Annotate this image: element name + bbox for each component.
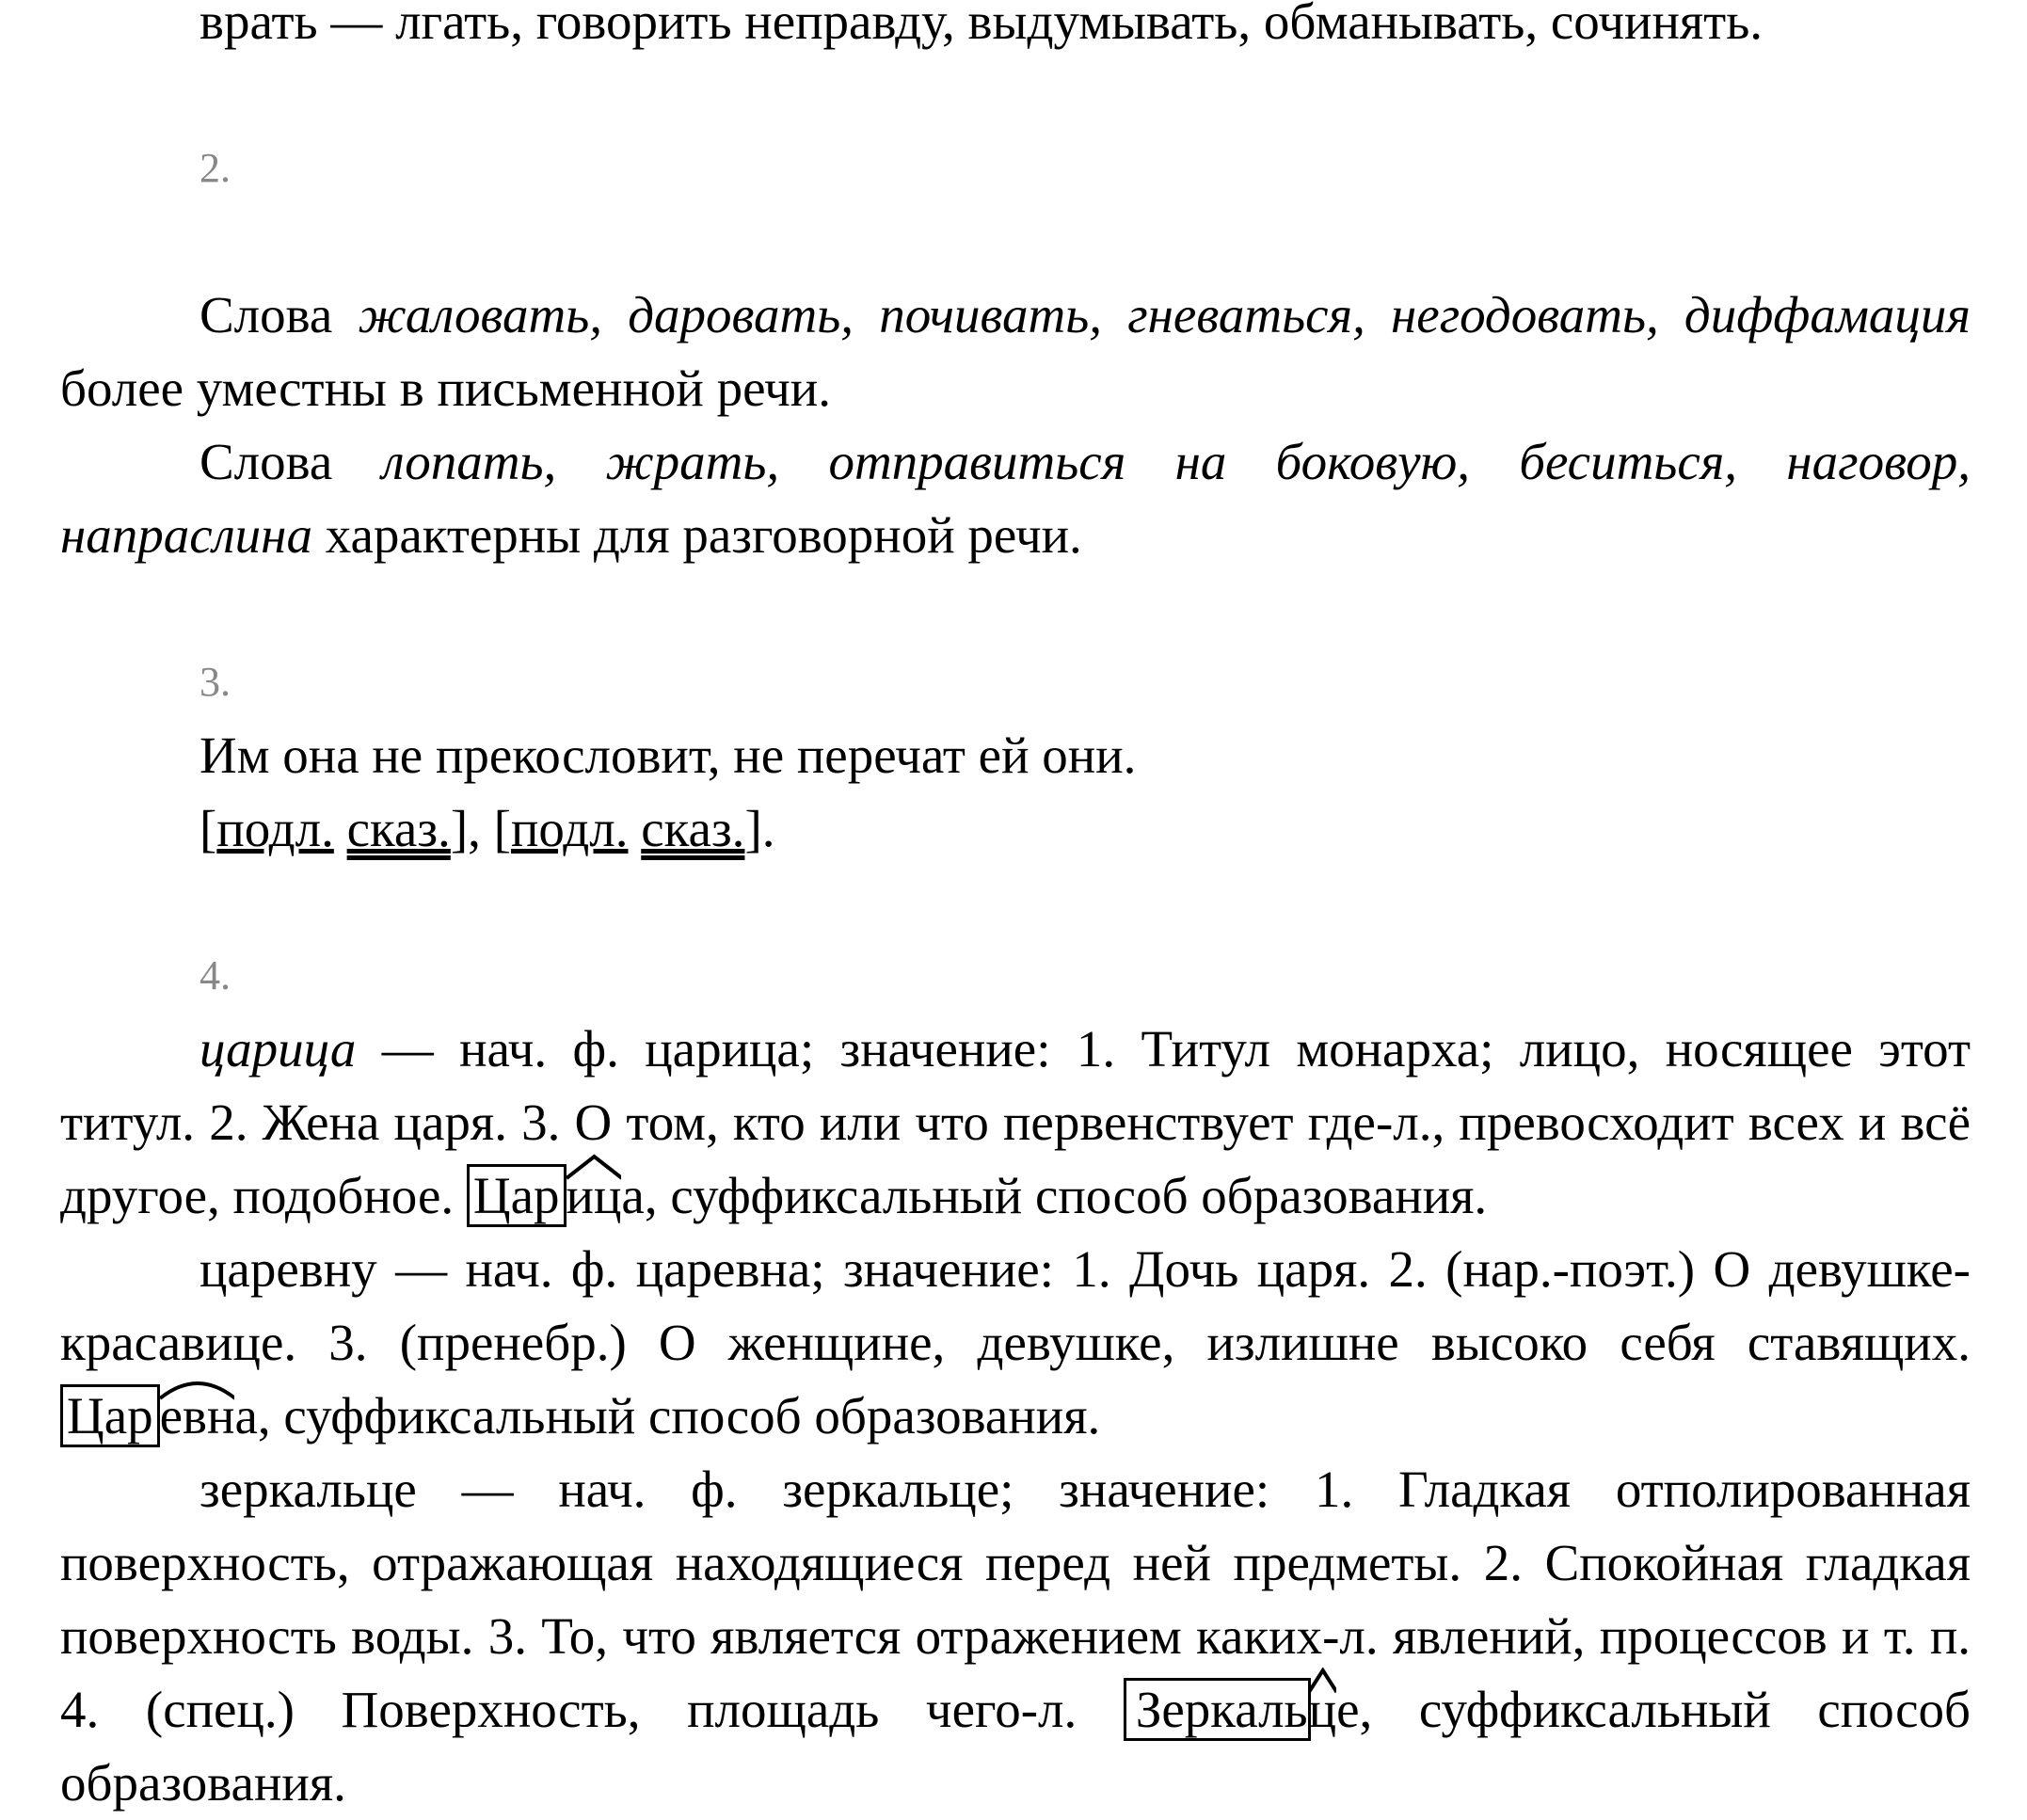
word-entry-zerkaltse: зеркальце — нач. ф. зеркальце; значение: 1. Гладкая отполированная поверхность, отражающая находящиеся перед ней предметы. 2. Спокойная гладкая поверхность воды. 3. То, что является отражением каких-л. явлений, процессов и т. п. 4. (спец.) Поверхность, площадь чего-л. Зеркальц е, суффиксальный способ образования. [60,1461,1971,1812]
written-words: жаловать, даровать, почивать, гневаться, негодовать, диффамация [358,286,1971,343]
suffix-mark: евн [160,1387,235,1445]
vrat-definition: врать — лгать, говорить неправду, выдумывать, обманывать, сочинять. [200,0,1764,50]
root-box: Зеркаль [1124,1678,1311,1741]
sentence-scheme: [подл. сказ.], [подл. сказ.]. [200,800,775,857]
section-number-2: 2. [200,145,231,191]
subject-mark-2: подл. [510,800,629,857]
entry-word: зеркальце [200,1461,417,1518]
line-vrat [60,0,1971,58]
document-content [60,0,1971,1820]
section-number-3: 3. [200,659,231,705]
entry-word: царица [200,1020,357,1078]
suffix-mark: ц [1309,1681,1336,1738]
root-box: Цар [467,1164,567,1227]
word-entry-tsaritsa: царица — нач. ф. царица; значение: 1. Титул монарха; лицо, носящее этот титул. 2. Жена царя. 3. О том, кто или что первенствует где-л., превосходит всех и всё другое, подобное. Цар иц а, суффиксальный способ образования. [60,1013,1971,1233]
suffix-mark: иц [567,1167,622,1224]
sentence-3: Им она не прекословит, не перечат ей они. [200,726,1137,784]
paragraph-colloquial-speech: Слова лопать, жрать, отправиться на боковую, беситься, наговор, напраслина характерны для разговорной речи. [60,433,1971,564]
paragraph-written-speech: Слова жаловать, даровать, почивать, гневаться, негодовать, диффамация более уместны в письменной речи. [60,286,1971,417]
subject-mark-1: подл. [216,800,334,857]
section-number-4: 4. [200,952,231,998]
predicate-mark-2: сказ. [641,800,745,857]
predicate-mark-1: сказ. [346,800,451,857]
entry-word: царевну [200,1240,377,1298]
word-entry-tsarevna: царевну — нач. ф. царевна; значение: 1. Дочь царя. 2. (нар.-поэт.) О девушке-красавице. 3. (пренебр.) О женщине, девушке, излишне высоко себя ставящих. Цар евн а, суффиксальный способ образования. [60,1233,1971,1453]
colloquial-words: лопать, жрать, отправиться на боковую, беситься, наговор, напраслина [60,433,1971,564]
root-box: Цар [60,1384,160,1447]
